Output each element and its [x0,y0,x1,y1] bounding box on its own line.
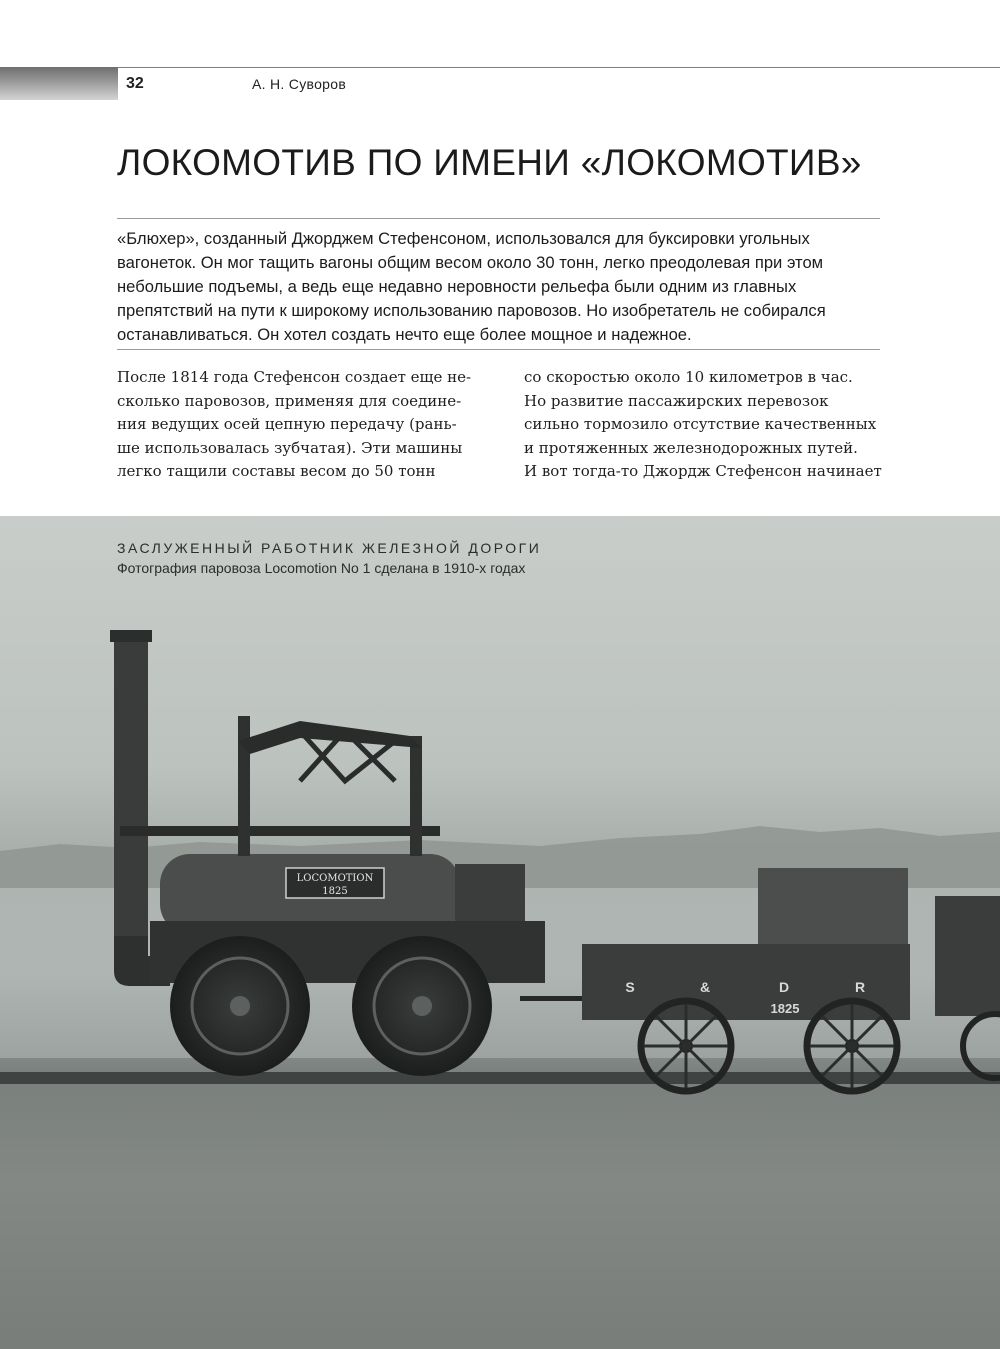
locomotive-illustration [0,516,1000,1349]
lead-top-rule [117,218,880,219]
body-column-right: со скоростью около 10 километров в час. Но развитие пассажирских перевозок сильно тормозило отсутствие качественных и протяженных железнодорожных путей. И вот тогда-то Джордж Стефенсон начинает [524,368,882,481]
header-rule [118,67,1000,68]
water-tank [758,868,908,948]
photo-caption-subtitle: Фотография паровоза Locomotion No 1 сделана в 1910-х годах [117,560,526,576]
lead-bottom-rule [117,349,880,350]
author-name: А. Н. Суворов [252,76,347,92]
header-tab [0,67,118,100]
photo-caption-title: ЗАСЛУЖЕННЫЙ РАБОТНИК ЖЕЛЕЗНОЙ ДОРОГИ [117,540,542,556]
locomotive-photo [0,516,1000,1349]
running-header [0,67,1000,100]
rail-track [0,1072,1000,1084]
wagon-number: 1825 [770,1001,800,1016]
chimney [114,636,148,956]
nameplate-text-line1: LOCOMOTION [296,873,374,884]
locomotive-wheel-front [170,936,310,1076]
tender-wheel-front [641,1001,731,1091]
tender-wheel-rear [807,1001,897,1091]
wagon-letter: & [699,979,711,995]
ground-gravel [0,1084,1000,1349]
locomotive-wheel-rear [352,936,492,1076]
page-number: 32 [126,75,144,92]
lead-paragraph: «Блюхер», созданный Джорджем Стефенсоном, использовался для буксировки угольных вагонеток. Он мог тащить вагоны общим весом около 30 тонн, легко преодолевая при этом небольшие подъемы, а ведь еще недавно неровности рельефа были одним из главных препятствий на пути к широкому использованию паровозов. Но изобретатель не собирался останавливаться. Он хотел создать нечто еще более мощное и надежное. [117,229,826,344]
body-column-left: После 1814 года Стефенсон создает еще не- сколько паровозов, применяя для соедине- ния ведущих осей цепную передачу (рань- ше использовалась зубчатая). Эти машины легко тащили составы весом до 50 тонн [117,368,472,481]
wagon-letter: R [854,979,866,995]
wagon-letter: D [778,979,790,995]
page-title: ЛОКОМОТИВ ПО ИМЕНИ «ЛОКОМОТИВ» [117,142,862,183]
nameplate-text-line2: 1825 [322,886,348,897]
wagon-letter: S [625,979,635,995]
second-wagon [935,896,1000,1016]
